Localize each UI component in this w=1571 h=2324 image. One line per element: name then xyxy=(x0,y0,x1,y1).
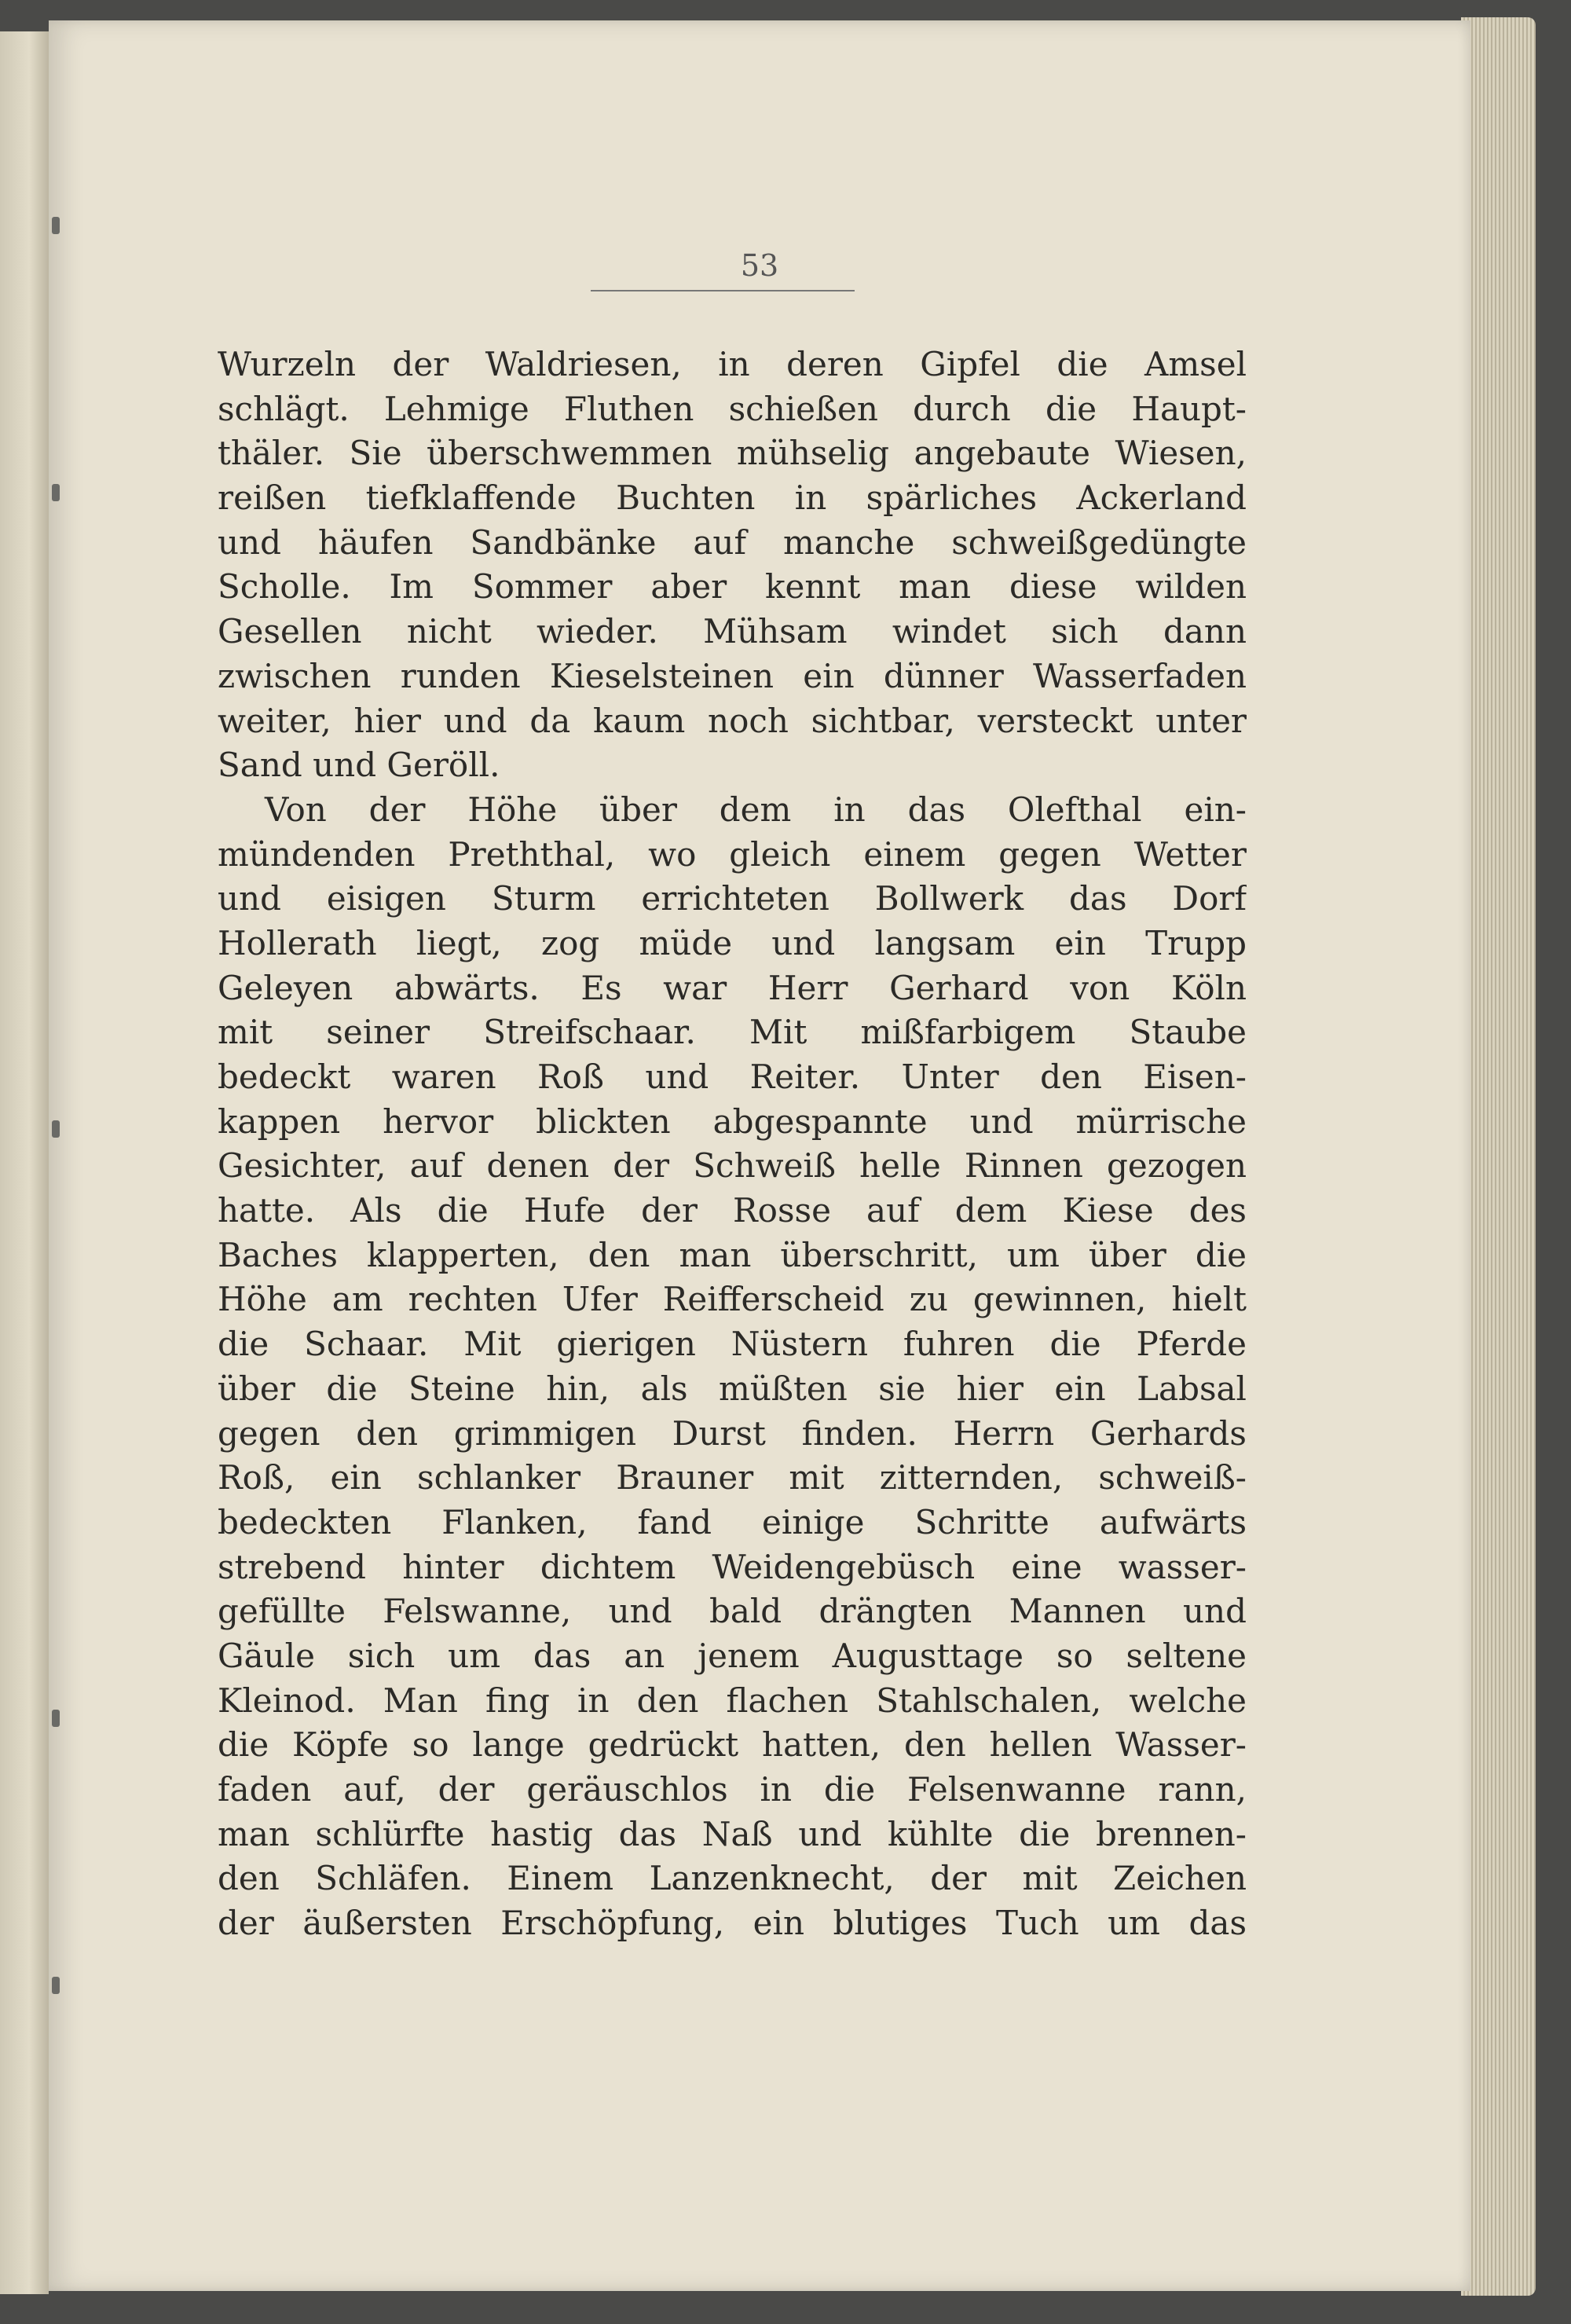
text-line: thäler. Sie überschwemmen mühselig angebaute Wiesen, xyxy=(218,434,1247,473)
text-line: den Schläfen. Einem Lanzenknecht, der mit Zeichen xyxy=(218,1859,1247,1898)
text-line: Hollerath liegt, zog müde und langsam ein Trupp xyxy=(218,923,1247,962)
text-line: mündenden Preththal, wo gleich einem gegen Wetter xyxy=(218,834,1247,874)
text-line: mit seiner Streifschaar. Mit mißfarbigem Staube xyxy=(218,1013,1247,1052)
binding-mark xyxy=(52,1120,60,1138)
binding-mark xyxy=(52,484,60,501)
text-line: und eisigen Sturm errichteten Bollwerk das Dorf xyxy=(218,879,1247,918)
text-line: gegen den grimmigen Durst finden. Herrn Gerhards xyxy=(218,1413,1247,1453)
text-line: bedeckt waren Roß und Reiter. Unter den Eisen- xyxy=(218,1058,1247,1096)
text-line: weiter, hier und da kaum noch sichtbar, versteckt unter xyxy=(218,701,1247,740)
text-line: die Schaar. Mit gierigen Nüstern fuhren die Pferde xyxy=(218,1325,1247,1364)
text-line: Gäule sich um das an jenem Augusttage so seltene xyxy=(218,1636,1247,1675)
text-line: über die Steine hin, als müßten sie hier ein Labsal xyxy=(218,1369,1247,1408)
binding-mark xyxy=(52,217,60,234)
body-text xyxy=(218,343,1247,1946)
text-line: schlägt. Lehmige Fluthen schießen durch die Haupt- xyxy=(218,389,1247,428)
text-line: man schlürfte hastig das Naß und kühlte die brennen- xyxy=(218,1814,1247,1853)
text-line: der äußersten Erschöpfung, ein blutiges Tuch um das xyxy=(218,1904,1247,1943)
page-number: 53 xyxy=(740,248,779,283)
text-line: Gesichter, auf denen der Schweiß helle Rinnen gezogen xyxy=(218,1146,1247,1186)
text-line: kappen hervor blickten abgespannte und mürrische xyxy=(218,1102,1247,1141)
page-stack-edge xyxy=(1461,17,1536,2296)
binding-mark xyxy=(52,1977,60,1994)
text-line: strebend hinter dichtem Weidengebüsch eine wasser- xyxy=(218,1547,1247,1586)
text-line: und häufen Sandbänke auf manche schweißgedüngte xyxy=(218,522,1247,562)
text-line: Roß, ein schlanker Brauner mit zitternden, schweiß- xyxy=(218,1458,1247,1497)
text-line: Baches klapperten, den man überschritt, um über die xyxy=(218,1235,1247,1274)
text-line: Höhe am rechten Ufer Reifferscheid zu gewinnen, hielt xyxy=(218,1280,1247,1319)
text-line: Scholle. Im Sommer aber kennt man diese wilden xyxy=(218,567,1247,607)
text-line: die Köpfe so lange gedrückt hatten, den hellen Wasser- xyxy=(218,1725,1247,1765)
header-rule xyxy=(591,290,855,291)
book-page xyxy=(49,20,1470,2291)
text-line: hatte. Als die Hufe der Rosse auf dem Kiese des xyxy=(218,1191,1247,1230)
binding-mark xyxy=(52,1710,60,1727)
facing-page-edge xyxy=(0,31,49,2294)
text-line: reißen tiefklaffende Buchten in spärliches Ackerland xyxy=(218,478,1247,518)
text-line: Sand und Geröll. xyxy=(218,746,500,785)
text-line: zwischen runden Kieselsteinen ein dünner Wasserfaden xyxy=(218,656,1247,695)
text-line: Wurzeln der Waldriesen, in deren Gipfel die Amsel xyxy=(218,345,1247,383)
text-line: Von der Höhe über dem in das Olefthal ein- xyxy=(265,790,1247,829)
text-line: bedeckten Flanken, fand einige Schritte aufwärts xyxy=(218,1502,1247,1541)
text-line: Kleinod. Man fing in den flachen Stahlschalen, welche xyxy=(218,1681,1247,1720)
text-line: Geleyen abwärts. Es war Herr Gerhard von Köln xyxy=(218,968,1247,1007)
text-line: Gesellen nicht wieder. Mühsam windet sich dann xyxy=(218,612,1247,651)
text-line: gefüllte Felswanne, und bald drängten Mannen und xyxy=(218,1592,1247,1631)
text-line: faden auf, der geräuschlos in die Felsenwanne rann, xyxy=(218,1770,1247,1809)
